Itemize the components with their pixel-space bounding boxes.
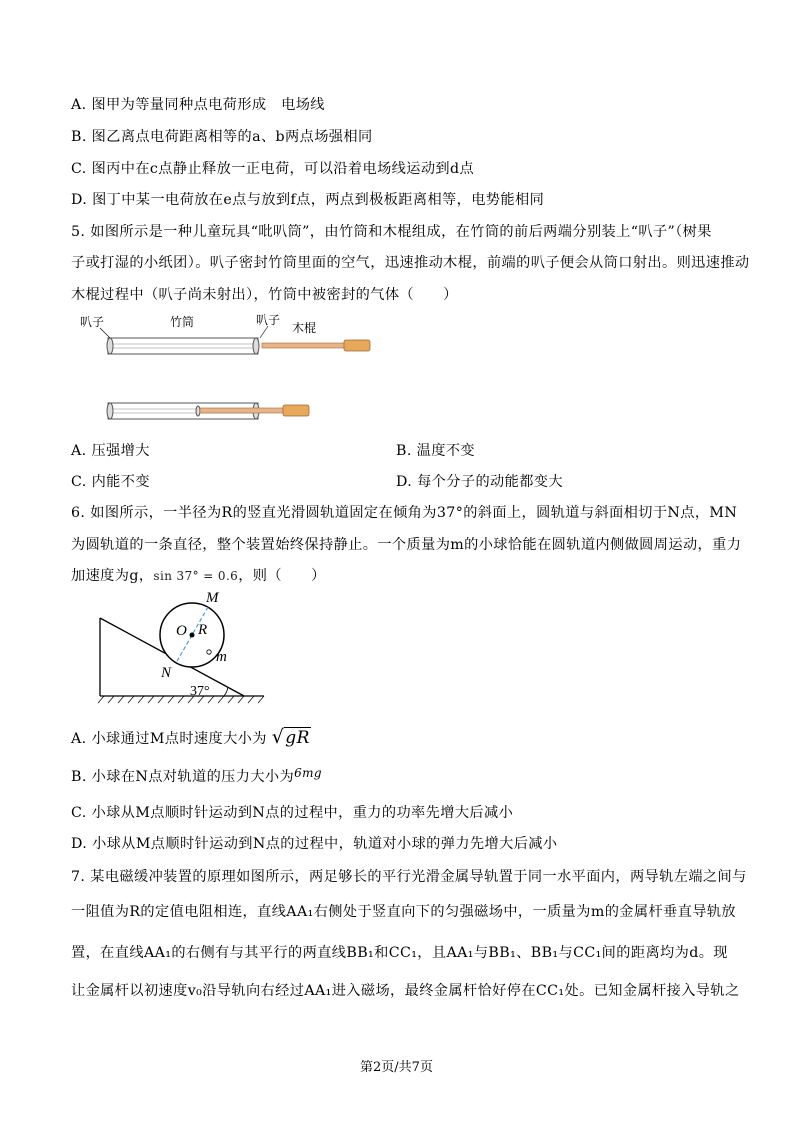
label-m: m bbox=[216, 649, 227, 665]
q6-stem-suffix: ，则（ ） bbox=[238, 568, 326, 584]
q4-option-c: C. 图丙中在c点静止释放一正电荷，可以沿着电场线运动到d点 bbox=[71, 161, 475, 177]
q4-option-d: D. 图丁中某一电荷放在e点与放到f点，两点到极板距离相等，电势能相同 bbox=[71, 192, 545, 208]
q6-figure-circular-track bbox=[92, 586, 272, 706]
q5-option-a: A. 压强增大 bbox=[71, 443, 150, 459]
q6-stem-line2: 为圆轨道的一条直径，整个装置始终保持静止。一个质量为m的小球恰能在圆轨道内侧做圆周运动，重力 bbox=[71, 537, 742, 553]
q6-sqrt-radicand: gR bbox=[285, 728, 310, 748]
q6-sin-formula: sin 37° = 0.6 bbox=[153, 569, 239, 583]
q6-option-b bbox=[71, 767, 322, 787]
label-N: N bbox=[161, 665, 172, 681]
q5-option-c: C. 内能不变 bbox=[71, 474, 150, 490]
label-right-plug: 叭子 bbox=[256, 313, 281, 327]
q5-option-b: B. 温度不变 bbox=[396, 443, 475, 459]
q6-stem-line3 bbox=[71, 566, 326, 586]
q6-option-c: C. 小球从M点顺时针运动到N点的过程中，重力的功率先增大后减小 bbox=[71, 805, 514, 821]
q7-stem-line3: 置，在直线AA₁的右侧有与其平行的两直线BB₁和CC₁，且AA₁与BB₁、BB₁与CC₁间的距离均为d。现 bbox=[71, 945, 728, 961]
q5-stem-line3: 木棍过程中（叭子尚未射出），竹筒中被密封的气体（ ） bbox=[71, 287, 458, 303]
q6-pressure-formula: 6mg bbox=[294, 766, 323, 780]
q5-option-d: D. 每个分子的动能都变大 bbox=[396, 474, 563, 490]
q5-stem-line2: 子或打湿的小纸团）。叭子密封竹筒里面的空气，迅速推动木棍，前端的叭子便会从筒口射出。则迅速推动 bbox=[71, 255, 750, 271]
q5-stem-line1: 5. 如图所示是一种儿童玩具“吡叭筒”，由竹筒和木棍组成，在竹筒的前后两端分别装上“叭子”（树果 bbox=[71, 224, 712, 240]
q6-option-a-text: A. 小球通过M点时速度大小为 bbox=[71, 731, 267, 747]
q7-stem-line1: 7. 某电磁缓冲装置的原理如图所示，两足够长的平行光滑金属导轨置于同一水平面内，两导轨左端之间与 bbox=[71, 869, 747, 885]
q7-stem-line2: 一阻值为R的定值电阻相连，直线AA₁右侧处于竖直向下的匀强磁场中，一质量为m的金属杆垂直导轨放 bbox=[71, 904, 736, 920]
label-R: R bbox=[198, 622, 208, 638]
page-footer: 第2页/共7页 bbox=[360, 1060, 433, 1075]
q6-option-a bbox=[71, 727, 311, 749]
q7-stem-line4: 让金属杆以初速度v₀沿导轨向右经过AA₁进入磁场，最终金属杆恰好停在CC₁处。已知金属杆接入导轨之 bbox=[71, 983, 740, 999]
q4-option-b: B. 图乙离点电荷距离相等的a、b两点场强相同 bbox=[71, 129, 373, 145]
label-stick: 木棍 bbox=[292, 321, 317, 335]
q4-option-a: A. 图甲为等量同种点电荷形成 电场线 bbox=[71, 97, 325, 113]
q6-stem-prefix: 加速度为g， bbox=[71, 568, 154, 584]
q5-figure-bamboo-tube bbox=[70, 308, 390, 428]
label-tube: 竹筒 bbox=[170, 315, 195, 329]
q6-option-b-text: B. 小球在N点对轨道的压力大小为 bbox=[71, 769, 295, 785]
q6-sqrt-formula: √gR bbox=[271, 726, 310, 748]
label-O: O bbox=[176, 623, 187, 639]
label-M: M bbox=[206, 590, 219, 606]
label-angle: 37° bbox=[190, 684, 210, 699]
label-left-plug: 叭子 bbox=[80, 315, 105, 329]
q6-option-d: D. 小球从M点顺时针运动到N点的过程中，轨道对小球的弹力先增大后减小 bbox=[71, 836, 558, 852]
q6-stem-line1: 6. 如图所示，一半径为R的竖直光滑圆轨道固定在倾角为37°的斜面上，圆轨道与斜面相切于N点，MN bbox=[71, 505, 738, 521]
